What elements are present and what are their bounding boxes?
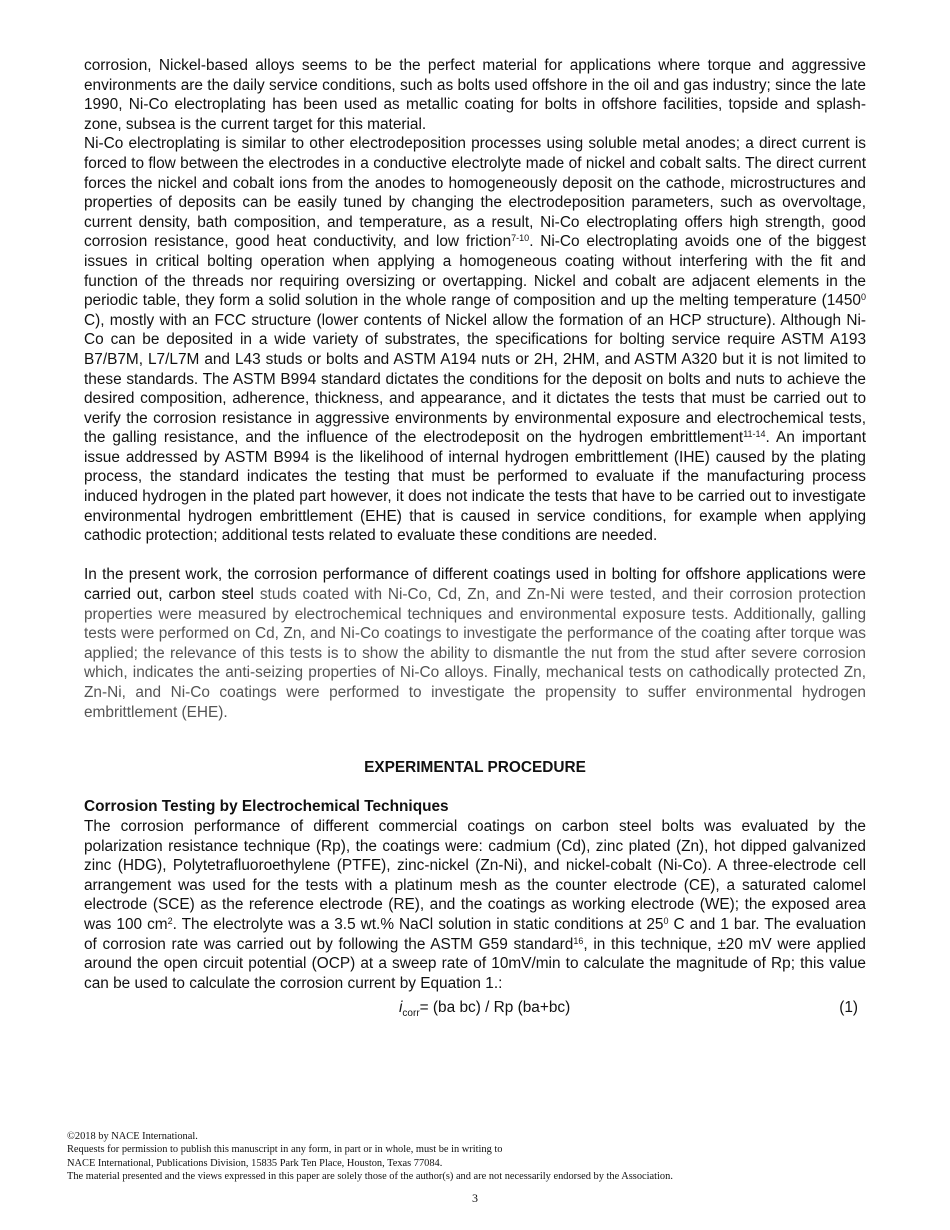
degree-superscript: 0 — [663, 915, 669, 926]
equation-formula — [399, 998, 570, 1018]
page-body — [84, 56, 866, 1020]
text-run: C and 1 bar. The evaluation of corrosion rate was carried out by following the ASTM G59 standard — [84, 915, 867, 953]
footer-line: The material presented and the views expressed in this paper are solely those of the author(s) and are not necessarily endorsed by the Association. — [67, 1171, 673, 1183]
equation-symbol: i — [399, 999, 403, 1017]
paragraph-ni-co-electroplating — [84, 134, 866, 545]
text-run: . Ni-Co electroplating avoids one of the biggest issues in critical bolting operation when applying a homogeneous coating without interfering with the fit and function of the threads nor requiring oversizing or overtapping. Nickel and cobalt are adjacent elements in the periodic table, they form a solid solution in the whole range of composition and up the melting temperature (1450 — [84, 233, 866, 310]
text-run: The corrosion performance of different commercial coatings on carbon steel bolts was evaluated by the polarization resistance technique (Rp), the coatings were: cadmium (Cd), zinc plated (Zn), hot dipped galvanized zinc (HDG), Polytetrafluoroethylene (PTFE), zinc-nickel (Zn-Ni), and nickel-cobalt (Ni-Co). A three-electrode cell arrangement was used for the tests with a platinum mesh as the counter electrode (CE), a saturated calomel electrode (SCE) as the reference electrode (RE), and the coatings as working electrode (WE); the exposed area was 100 cm — [84, 817, 866, 933]
copyright-footer — [67, 1130, 887, 1184]
text-run: C), mostly with an FCC structure (lower contents of Nickel allow the formation of an HCP structure). Although Ni-Co can be deposited in a wide variety of substrates, the specifications for bolting service require ASTM A193 B7/B7M, L7/L7M and L43 studs or bolts and ASTM A194 nuts or 2H, 2HM, and ASTM A320 but it is not limited to these standards. The ASTM B994 standard dictates the conditions for the deposit on bolts and nuts to achieve the desired composition, adherence, thickness, and appearance, and it dictates the tests that must be carried out to verify the corrosion resistance in aggressive environments by environmental exposure and electrochemical tests, the galling resistance, and the influence of the electrodeposit on the hydrogen embrittlement — [84, 311, 866, 447]
footer-line: Requests for permission to publish this manuscript in any form, in part or in whole, must be in writing to — [67, 1144, 503, 1156]
text-run: Ni-Co electroplating is similar to other electrodeposition processes using soluble metal anodes; a direct current is forced to flow between the electrodes in a conductive electrolyte made of nickel and cobalt salts. The direct current forces the nickel and cobalt ions from the anodes to homogeneously deposit on the cathode, microstructures and properties of deposits can be easily tuned by changing the electrodeposition parameters, such as overvoltage, current density, bath composition, and temperature, as a result, Ni-Co electroplating offers high strength, good corrosion resistance, good heat conductivity, and low friction — [84, 135, 866, 251]
section-heading: EXPERIMENTAL PROCEDURE — [364, 759, 586, 777]
equation-1 — [84, 998, 866, 1020]
citation: 11-14 — [743, 429, 766, 440]
text-run: In the present work, the corrosion performance of different coatings used in bolting for offshore applications were carried out, carbon steel — [84, 566, 866, 604]
superscript: 2 — [167, 915, 173, 926]
text-run: , in this technique, ±20 mV were applied around the open circuit potential (OCP) at a sweep rate of 10mV/min to calculate the magnitude of Rp; this value can be used to calculate the corrosion current by Equation 1.: — [84, 935, 866, 992]
page-number: 3 — [472, 1191, 478, 1205]
degree-superscript: 0 — [860, 292, 866, 303]
text-run: . The electrolyte was a 3.5 wt.% NaCl solution in static conditions at 25 — [172, 915, 664, 933]
subsection-heading: Corrosion Testing by Electrochemical Techniques — [84, 798, 449, 816]
citation: 7-10 — [511, 233, 530, 244]
footer-line: ©2018 by NACE International. — [67, 1131, 198, 1142]
equation-expression: = (ba bc) / Rp (ba+bc) — [419, 999, 571, 1017]
citation: 16 — [573, 935, 584, 946]
text-run-grey: studs coated with Ni-Co, Cd, Zn, and Zn-Ni were tested, and their corrosion protection properties were measured by electrochemical techniques and environmental exposure tests. Additionally, galling tests were performed on Cd, Zn, and Ni-Co coatings to investigate the performance of the coating after torque was applied; the relevance of this tests is to show the ability to dismantle the nut from the stud after severe corrosion which, indicates the anti-seizing properties of Ni-Co alloys. Finally, mechanical tests on cathodically protected Zn, Zn-Ni, and Ni-Co coatings were performed to investigate the propensity to suffer environmental hydrogen embrittlement (EHE). — [84, 586, 866, 721]
paragraph-intro-continued: corrosion, Nickel-based alloys seems to be the perfect material for applications where torque and aggressive environments are the daily service conditions, such as bolts used offshore in the oil and gas industry; since the late 1990, Ni-Co electroplating has been used as metallic coating for bolts in offshore facilities, topside and splash-zone, subsea is the current target for this material. — [84, 57, 866, 133]
paragraph-present-work — [84, 565, 866, 722]
equation-number: (1) — [839, 999, 858, 1017]
paragraph-corrosion-testing — [84, 817, 866, 993]
footer-line: NACE International, Publications Division, 15835 Park Ten Place, Houston, Texas 77084. — [67, 1157, 443, 1169]
text-run: . An important issue addressed by ASTM B994 is the likelihood of internal hydrogen embrittlement (IHE) caused by the plating process, the standard indicates the testing that must be performed to evaluate if the manufacturing process induced hydrogen in the plated part however, it does not indicate the tests that have to be carried out to investigate environmental hydrogen embrittlement (EHE) that is caused in service conditions, for example when applying cathodic protection; additional tests related to evaluate these conditions are needed. — [84, 429, 866, 545]
equation-subscript: corr — [402, 1008, 420, 1020]
